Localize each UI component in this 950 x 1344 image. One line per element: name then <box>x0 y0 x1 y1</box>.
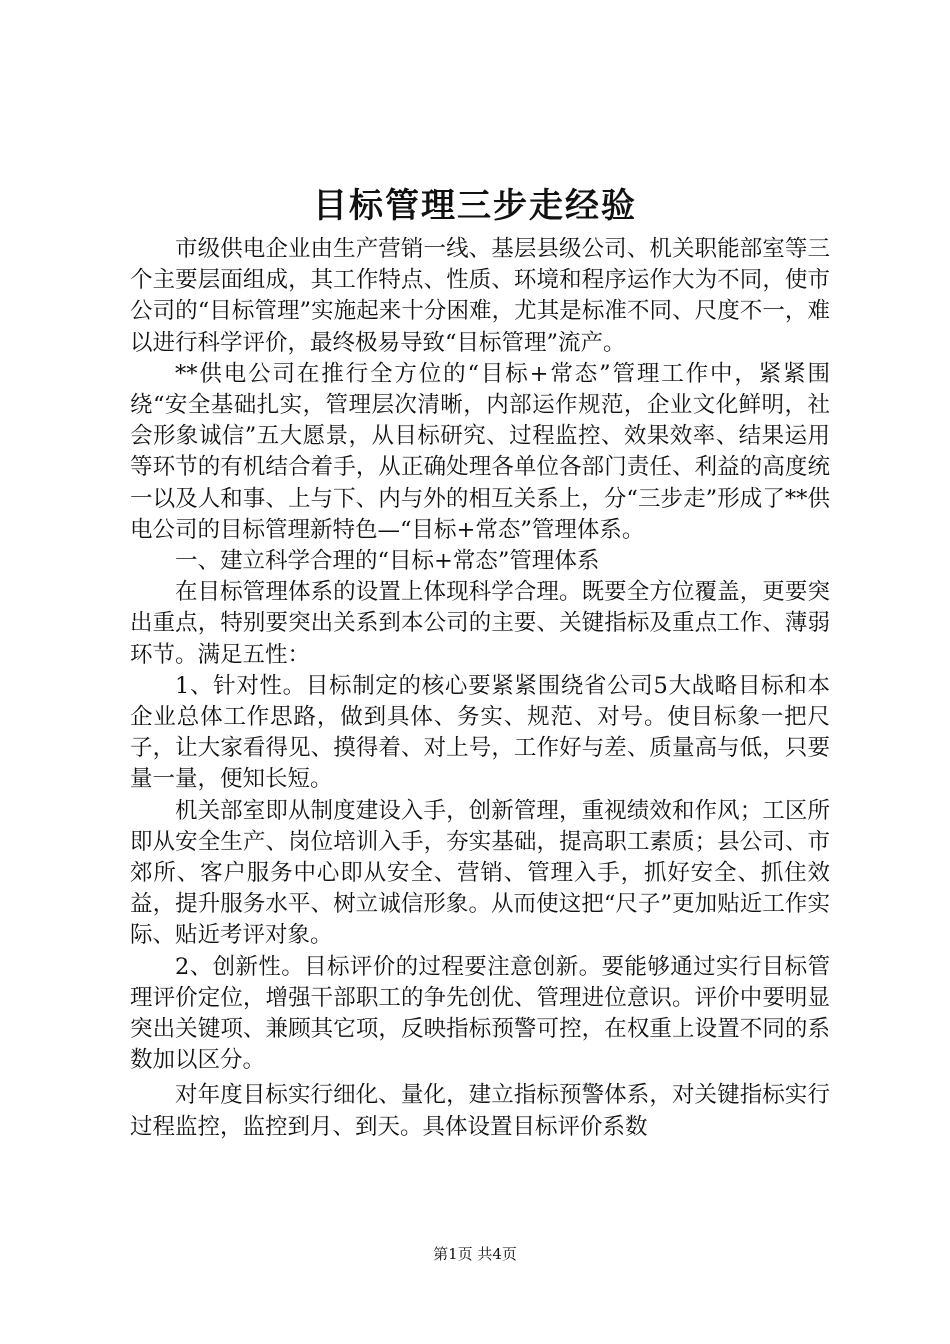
document-title: 目标管理三步走经验 <box>313 186 637 226</box>
document-body <box>130 234 830 1143</box>
paragraph-targeting: 1、针对性。目标制定的核心要紧紧围绕省公司5大战略目标和本企业总体工作思路，做到具体、务实、规范、对号。使目标象一把尺子，让大家看得见、摸得着、对上号，工作好与差、质量高与低，只要量一量，便知长短。 <box>130 672 830 793</box>
paragraph-innovation: 2、创新性。目标评价的过程要注意创新。要能够通过实行目标管理评价定位，增强干部职工的争先创优、管理进位意识。评价中要明显突出关键项、兼顾其它项，反映指标预警可控，在权重上设置不同的系数加以区分。 <box>130 953 830 1074</box>
page-number-footer: 第1页 共4页 <box>433 1245 517 1263</box>
section-heading-1: 一、建立科学合理的“目标+常态”管理体系 <box>175 548 600 575</box>
paragraph-departments: 机关部室即从制度建设入手，创新管理，重视绩效和作风；工区所即从安全生产、岗位培训入手，夯实基础，提高职工素质；县公司、市郊所、客户服务中心即从安全、营销、管理入手，抓好安全、抓住效益，提升服务水平、树立诚信形象。从而使这把“尺子”更加贴近工作实际、贴近考评对象。 <box>130 797 830 949</box>
paragraph-intro: 市级供电企业由生产营销一线、基层县级公司、机关职能部室等三个主要层面组成，其工作特点、性质、环境和程序运作大为不同，使市公司的“目标管理”实施起来十分困难，尤其是标准不同、尺度不一，难以进行科学评价，最终极易导致“目标管理”流产。 <box>130 236 830 356</box>
paragraph-system-setup: 在目标管理体系的设置上体现科学合理。既要全方位覆盖，更要突出重点，特别要突出关系到本公司的主要、关键指标及重点工作、薄弱环节。满足五性： <box>130 579 830 668</box>
paragraph-company-overview: **供电公司在推行全方位的“目标+常态”管理工作中，紧紧围绕“安全基础扎实，管理层次清晰，内部运作规范，企业文化鲜明，社会形象诚信”五大愿景，从目标研究、过程监控、效果效率、结果运用等环节的有机结合着手，从正确处理各单位各部门责任、利益的高度统一以及人和事、上与下、内与外的相互关系上，分“三步走”形成了**供电公司的目标管理新特色—“目标+常态”管理体系。 <box>130 360 830 543</box>
paragraph-annual-targets: 对年度目标实行细化、量化，建立指标预警体系，对关键指标实行过程监控，监控到月、到天。具体设置目标评价系数 <box>130 1082 830 1140</box>
